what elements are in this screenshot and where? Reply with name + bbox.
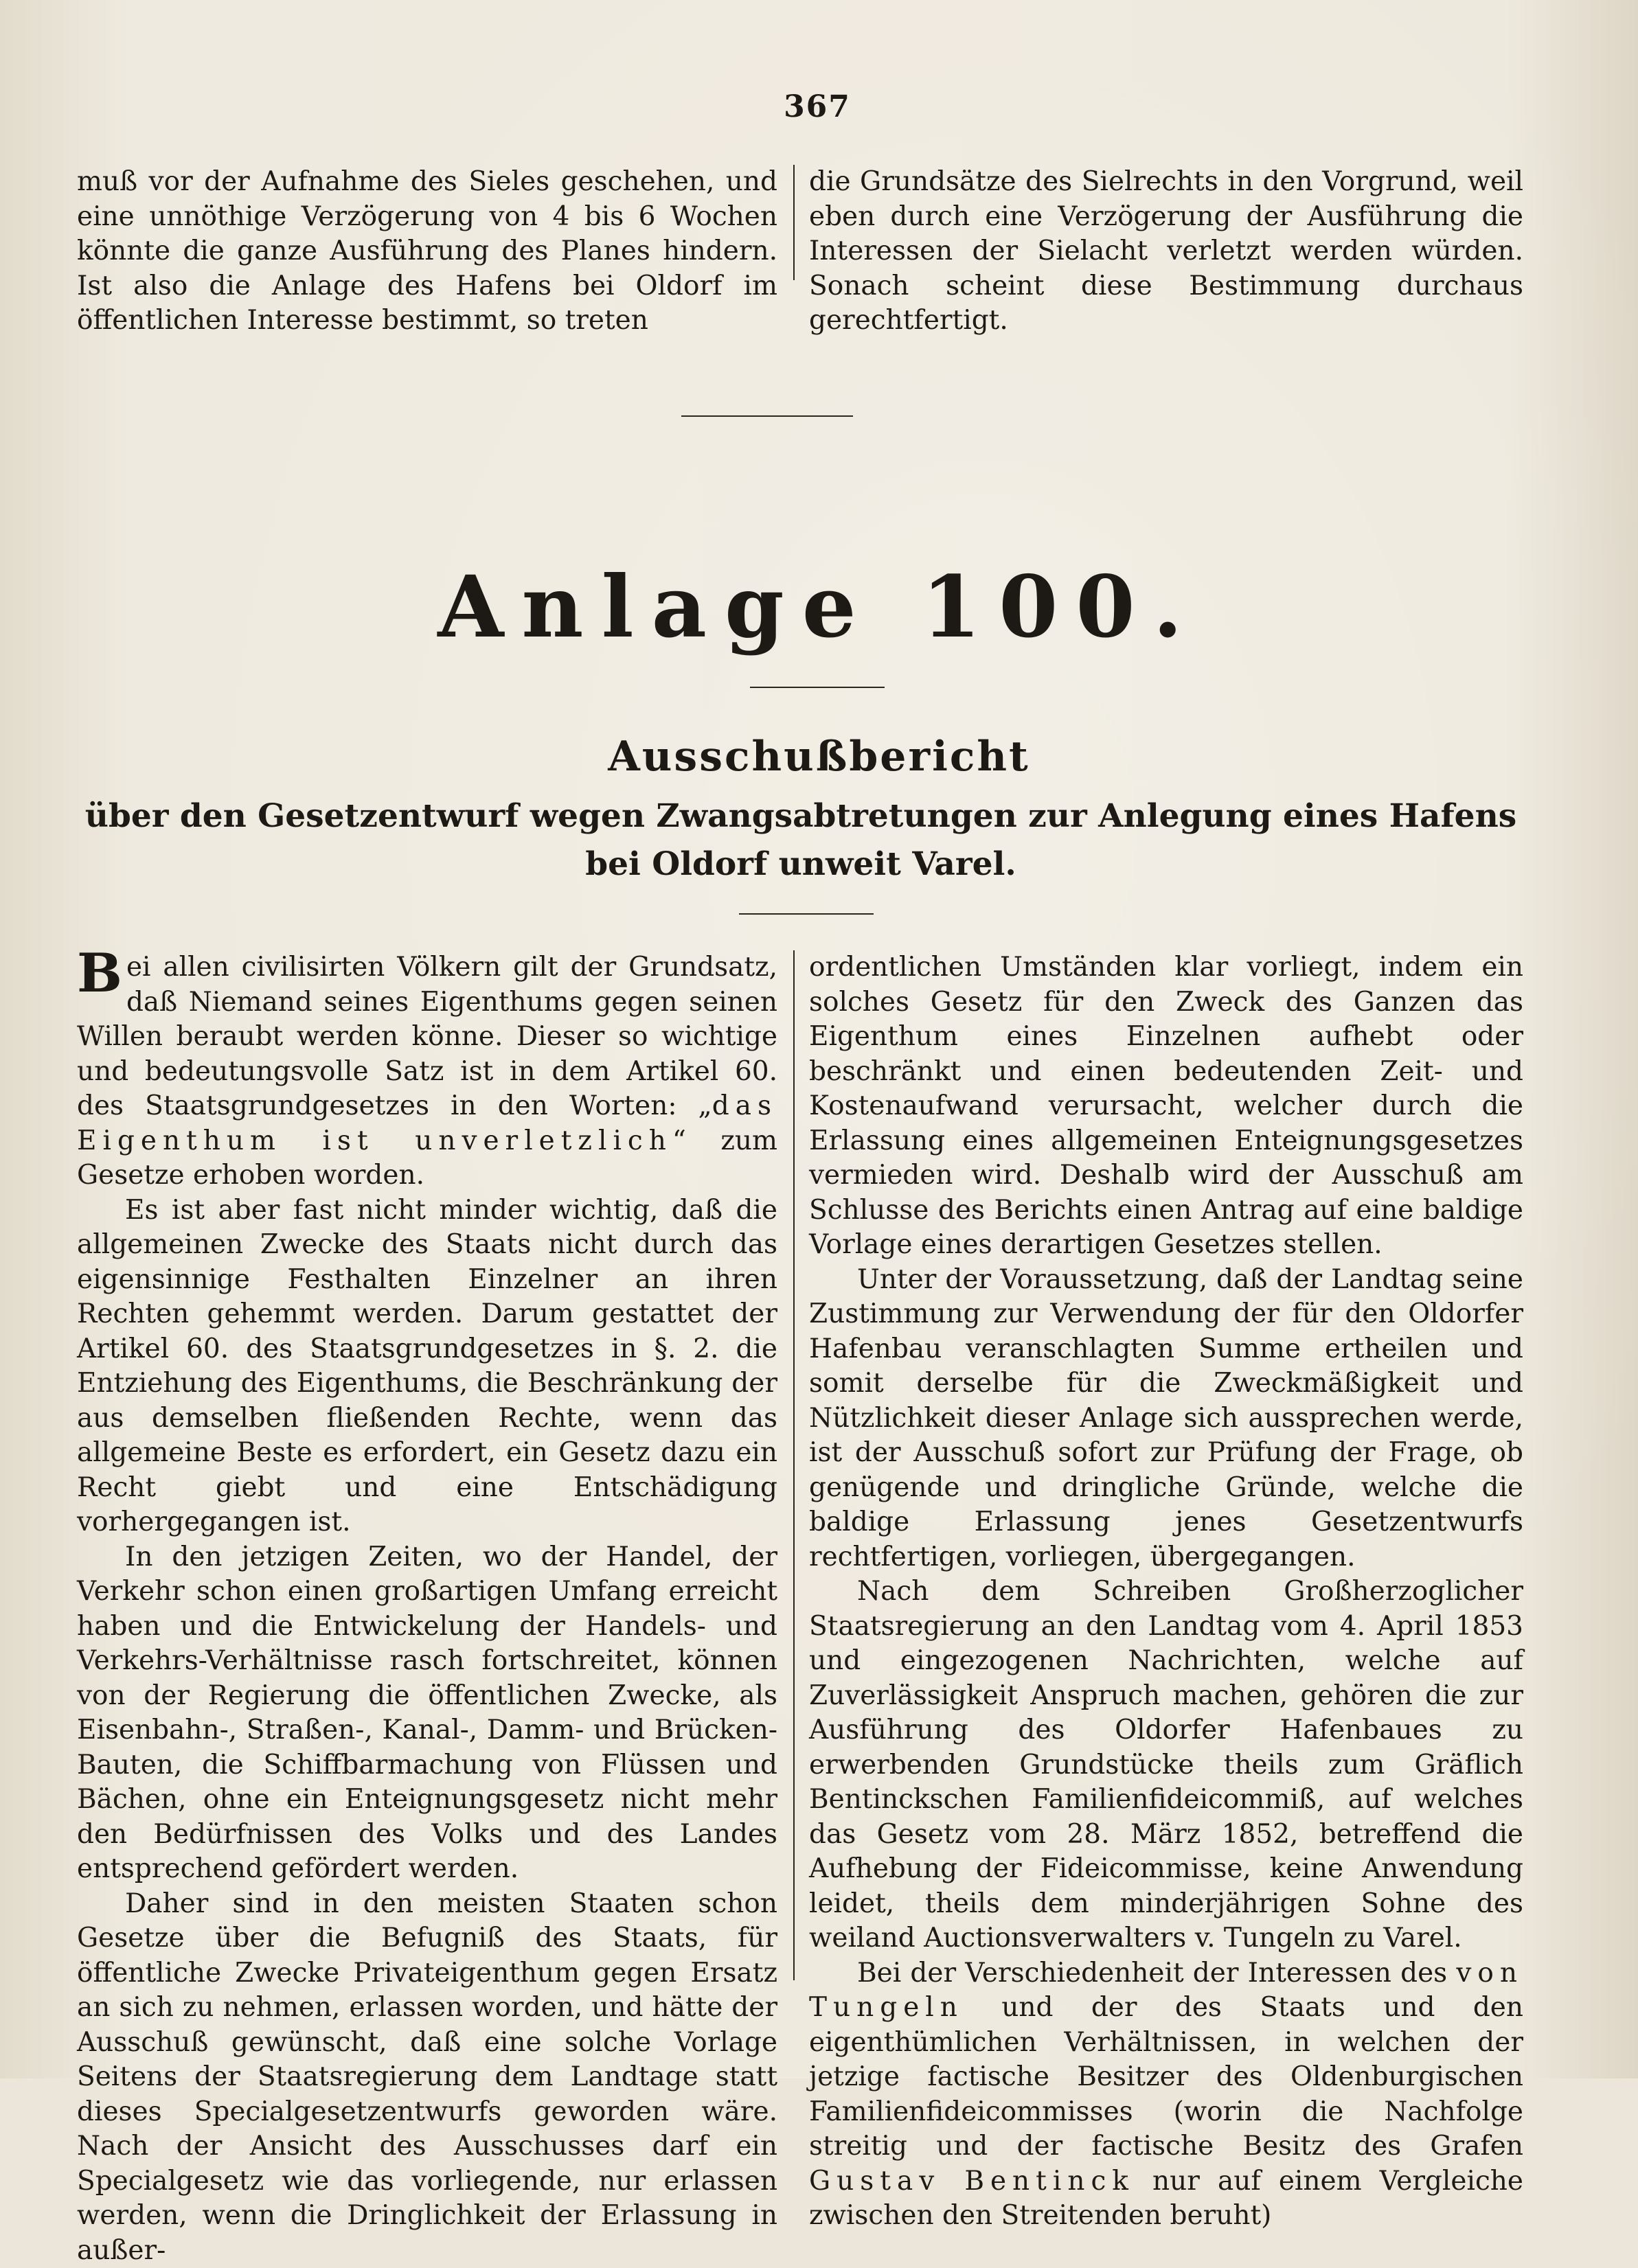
text-run: ei allen civilisirten Völkern gilt der Grundsatz, daß Niemand seines Eigenthums gegen seinen Willen beraubt werden könne. Dieser so wichtige und bedeutungsvolle Satz ist in dem Artikel 60. des Staatsgrundgesetzes in den Worten: „ (77, 952, 777, 1121)
paragraph: Daher sind in den meisten Staaten schon Gesetze über die Befugniß des Staats, für öffentliche Zwecke Privateigenthum gegen Ersatz an sich zu nehmen, erlassen worden, und hätte der Ausschuß gewünscht, daß eine solche Vorlage Seitens der Staatsregierung dem Landtage statt dieses Specialgesetzentwurfs geworden wäre. Nach der Ansicht des Ausschusses darf ein Specialgesetz wie das vorliegende, nur erlassen werden, wenn die Dringlichkeit der Erlassung in außer- (77, 1887, 777, 2268)
text-run: und der des Staats und den eigenthümlichen Verhältnissen, in welchen der jetzige factische Besitzer des Oldenburgischen Familienfideicommisses (worin die Nachfolge streitig und der factische Besitz des Grafen (809, 1992, 1523, 2162)
paragraph: Nach dem Schreiben Großherzoglicher Staatsregierung an den Landtag vom 4. April 1853 und eingezogenen Nachrichten, welche auf Zuverlässigkeit Anspruch machen, gehören die zur Ausführung des Oldorfer Hafenbaues zu erwerbenden Grundstücke theils zum Gräflich Bentinckschen Familienfideicommiß, auf welches das Gesetz vom 28. März 1852, betreffend die Aufhebung der Fideicommisse, keine Anwendung leidet, theils dem minderjährigen Sohne des weiland Auctionsverwalters v. Tungeln zu Varel. (809, 1574, 1523, 1956)
spaced-name: von Tungeln (809, 1958, 1523, 2024)
page-number: 367 (762, 89, 872, 124)
column-divider (793, 950, 795, 1980)
paragraph (809, 1956, 1523, 2234)
top-left-column (77, 165, 777, 339)
text-run: Bei der Verschiedenheit der Interessen des (857, 1958, 1456, 1989)
title-rule (750, 687, 885, 688)
top-right-column (809, 165, 1523, 339)
paragraph: Es ist aber fast nicht minder wichtig, daß die allgemeinen Zwecke des Staats nicht durch das eigensinnige Festhalten Einzelner an ihren Rechten gehemmt werden. Darum gestattet der Artikel 60. des Staatsgrundgesetzes in §. 2. die Entziehung des Eigenthums, die Beschränkung der aus demselben fließenden Rechte, wenn das allgemeine Beste es erfordert, ein Gesetz dazu ein Recht giebt und eine Entschädigung vorhergegangen ist. (77, 1193, 777, 1540)
right-column (809, 950, 1523, 2234)
report-heading: Ausschußbericht (0, 729, 1638, 784)
report-description: über den Gesetzentwurf wegen Zwangsabtretungen zur Anlegung eines Hafens bei Oldorf unweit Varel. (77, 792, 1525, 889)
paragraph: die Grundsätze des Sielrechts in den Vorgrund, weil eben durch eine Verzögerung der Ausführung die Interessen der Sielacht verletzt werden würden. Sonach scheint diese Bestimmung durchaus gerechtfertigt. (809, 165, 1523, 339)
drop-cap: B (77, 953, 122, 994)
heading-rule (739, 913, 874, 915)
paragraph: muß vor der Aufnahme des Sieles geschehen, und eine unnöthige Verzögerung von 4 bis 6 Wochen könnte die ganze Ausführung des Planes hindern. Ist also die Anlage des Hafens bei Oldorf im öffentlichen Interesse bestimmt, so treten (77, 165, 777, 339)
paragraph (77, 950, 777, 1193)
paragraph: ordentlichen Umständen klar vorliegt, indem ein solches Gesetz für den Zweck des Ganzen das Eigenthum eines Einzelnen aufhebt oder beschränkt und einen bedeutenden Zeit- und Kostenaufwand verursacht, welcher durch die Erlassung eines allgemeinen Enteignungsgesetzes vermieden wird. Deshalb wird der Ausschuß am Schlusse des Berichts einen Antrag auf eine baldige Vorlage eines derartigen Gesetzes stellen. (809, 950, 1523, 1263)
spaced-name: Gustav Bentinck (809, 2166, 1135, 2197)
text-run: “ zum Gesetze erhoben worden. (77, 1125, 777, 1191)
paragraph: In den jetzigen Zeiten, wo der Handel, der Verkehr schon einen großartigen Umfang erreicht haben und die Entwickelung der Handels- und Verkehrs-Verhältnisse rasch fortschreitet, können von der Regierung die öffentlichen Zwecke, als Eisenbahn-, Straßen-, Kanal-, Damm- und Brücken-Bauten, die Schiffbarmachung von Flüssen und Bächen, ohne ein Enteignungsgesetz nicht mehr den Bedürfnissen des Volks und des Landes entsprechend gefördert werden. (77, 1540, 777, 1887)
left-column (77, 950, 777, 2268)
column-divider (793, 165, 795, 280)
section-rule (681, 415, 853, 417)
page-title: Anlage 100. (0, 560, 1638, 656)
paragraph: Unter der Voraussetzung, daß der Landtag seine Zustimmung zur Verwendung der für den Oldorfer Hafenbau veranschlagten Summe ertheilen und somit derselbe für die Zweckmäßigkeit und Nützlichkeit dieser Anlage sich aussprechen werde, ist der Ausschuß sofort zur Prüfung der Frage, ob genügende und dringliche Gründe, welche die baldige Erlassung jenes Gesetzentwurfs rechtfertigen, vorliegen, übergegangen. (809, 1263, 1523, 1575)
text-run: nur auf einem Vergleiche zwischen den Streitenden beruht) (809, 2166, 1523, 2232)
spaced-quote: das Eigenthum ist unverletzlich (77, 1090, 777, 1156)
